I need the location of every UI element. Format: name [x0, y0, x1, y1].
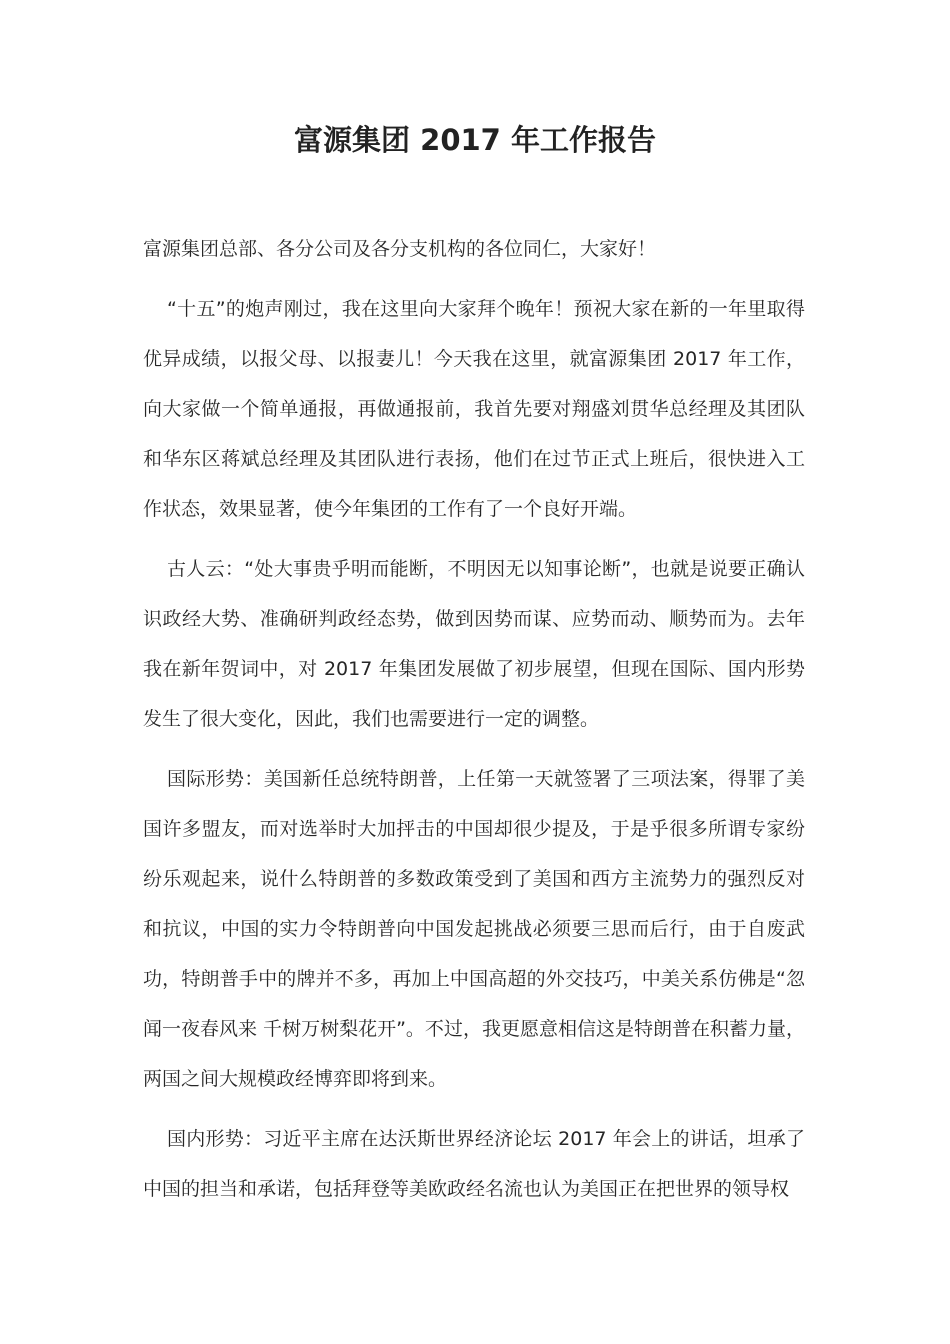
document-title: 富源集团 2017 年工作报告 [294, 123, 656, 157]
paragraph-situation-assessment: 古人云：“处大事贵乎明而能断，不明因无以知事论断”，也就是说要正确认识政经大势、准确研判政经态势，做到因势而谋、应势而动、顺势而为。去年我在新年贺词中，对 2017 年集团发展做了初步展望，但现在国际、国内形势发生了很大变化，因此，我们也需要进行一定的调整。 [143, 558, 805, 730]
paragraph-international-situation: 国际形势：美国新任总统特朗普，上任第一天就签署了三项法案，得罪了美国许多盟友，而对选举时大加抨击的中国却很少提及，于是乎很多所谓专家纷纷乐观起来，说什么特朗普的多数政策受到了美国和西方主流势力的强烈反对和抗议，中国的实力令特朗普向中国发起挑战必须要三思而后行，由于自废武功，特朗普手中的牌并不多，再加上中国高超的外交技巧，中美关系仿佛是“忽闻一夜春风来 千树万树梨花开”。不过，我更愿意相信这是特朗普在积蓄力量，两国之间大规模政经博弈即将到来。 [143, 768, 805, 1090]
paragraph-domestic-situation: 国内形势：习近平主席在达沃斯世界经济论坛 2017 年会上的讲话，坦承了中国的担当和承诺，包括拜登等美欧政经名流也认为美国正在把世界的领导权 [143, 1128, 805, 1200]
document-body [143, 224, 805, 1224]
greeting-paragraph: 富源集团总部、各分公司及各分支机构的各位同仁，大家好！ [143, 238, 657, 260]
paragraph-new-year-greeting: “十五”的炮声刚过，我在这里向大家拜个晚年！预祝大家在新的一年里取得优异成绩，以报父母、以报妻儿！今天我在这里，就富源集团 2017 年工作，向大家做一个简单通报，再做通报前，我首先要对翔盛刘贯华总经理及其团队和华东区蒋斌总经理及其团队进行表扬，他们在过节正式上班后，很快进入工作状态，效果显著，使今年集团的工作有了一个良好开端。 [143, 298, 805, 520]
